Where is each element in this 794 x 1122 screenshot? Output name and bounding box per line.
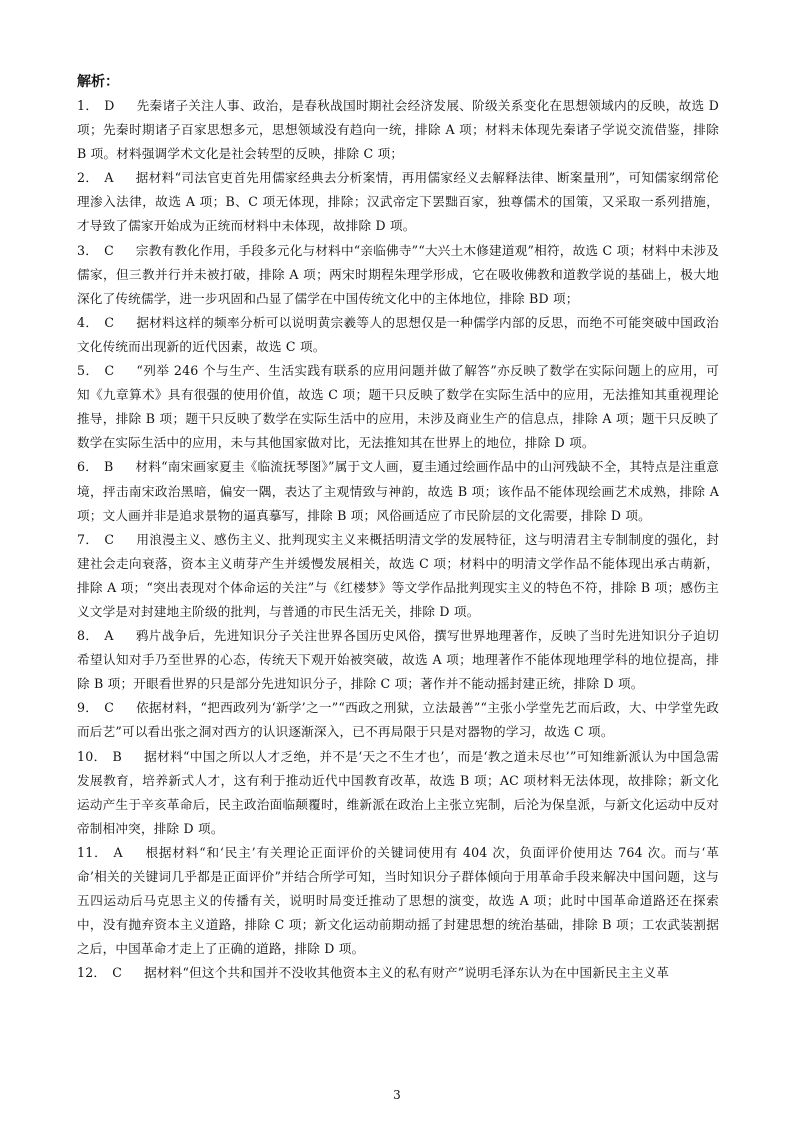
answer-item: [77, 696, 719, 744]
item-answer: C: [104, 700, 115, 716]
page-number: 3: [393, 1088, 401, 1102]
item-explanation: 材料“南宋画家夏圭《临流抚琴图》”属于文人画，夏圭通过绘画作品中的山河残缺不全，其特点是注重意境，抨击南宋政治黑暗，偏安一隅，表达了主观情致与神韵，故选 B 项；该作品不能体现绘画艺术成熟，排除 A 项；文人画并非是追求景物的逼真摹写，排除 B 项；风俗画适应了市民阶层的文化需要，排除 D 项。: [77, 459, 719, 523]
item-answer: C: [104, 363, 115, 379]
item-answer: B: [104, 459, 114, 475]
answer-item: [77, 961, 719, 985]
item-number: 3．: [77, 242, 99, 258]
answer-item: [77, 166, 719, 238]
answer-item: [77, 239, 719, 311]
item-answer: C: [104, 242, 114, 258]
answer-item: [77, 528, 719, 624]
item-number: 2．: [77, 170, 99, 186]
answer-item: [77, 841, 719, 961]
item-answer: C: [104, 314, 115, 330]
item-explanation: 鸦片战争后，先进知识分子关注世界各国历史风俗，撰写世界地理著作，反映了当时先进知识分子迫切希望认知对手乃至世界的心态，传统天下观开始被突破，故选 A 项；地理著作不能体现地理学科的地位提高，排除 B 项；开眼看世界的只是部分先进知识分子，排除 C 项；著作并不能动摇封建正统，排除 D 项。: [77, 628, 720, 692]
item-number: 6．: [77, 459, 99, 475]
item-explanation: 用浪漫主义、感伤主义、批判现实主义来概括明清文学的发展特征，这与明清君主专制制度的强化，封建社会走向衰落，资本主义萌芽产生并缓慢发展相关，故选 C 项；材料中的明清文学作品不能体现出承古萌新，排除 A 项；“突出表现对个体命运的关注”与《红楼梦》等文学作品批判现实主义的特色不符，排除 B 项；感伤主义文学是对封建地主阶级的批判，与普通的市民生活无关，排除 D 项。: [77, 531, 719, 619]
item-number: 12．: [77, 965, 107, 981]
item-explanation: 依据材料，“把西政列为‘新学’之一”“西政之刑狱，立法最善”“主张小学堂先艺而后政，大、中学堂先政而后艺”可以看出张之洞对西方的认识逐渐深入，已不再局限于只是对器物的学习，故选 C 项。: [77, 700, 719, 740]
item-answer: D: [104, 98, 115, 113]
item-number: 1．: [77, 98, 99, 113]
item-answer: A: [104, 628, 114, 644]
item-explanation: “列举 246 个与生产、生活实践有联系的应用问题并做了解答”亦反映了数学在实际问题上的应用，可知《九章算术》具有很强的使用价值，故选 C 项；题干只反映了数学在实际生活中的应用，无法推知其重视理论推导，排除 B 项；题干只反映了数学在实际生活中的应用，未涉及商业生产的信息点，排除 A 项；题干只反映了数学在实际生活中的应用，未与其他国家做对比，无法推知其在世界上的地位，排除 D 项。: [77, 363, 719, 451]
item-number: 11．: [77, 844, 108, 860]
item-answer: C: [104, 531, 115, 547]
item-explanation: 宗教有教化作用，手段多元化与材料中“亲临佛寺”“大兴土木修建道观”相符，故选 C 项；材料中未涉及儒家，但三教并行并未被打破，排除 A 项；两宋时期程朱理学形成，它在吸收佛教和道教学说的基础上，极大地深化了传统儒学，进一步巩固和凸显了儒学在中国传统文化中的主体地位，排除 BD 项；: [77, 242, 719, 306]
item-number: 9．: [77, 700, 99, 716]
item-answer: A: [113, 844, 123, 860]
item-number: 5．: [77, 363, 99, 379]
item-explanation: 据材料“司法官吏首先用儒家经典去分析案情，再用儒家经义去解释法律、断案量刑”，可知儒家纲常伦理渗入法律，故选 A 项；B、C 项无体现，排除；汉武帝定下罢黜百家，独尊儒术的国策，又采取一系列措施，才导致了儒家开始成为正统而材料中未体现，故排除 D 项。: [77, 170, 719, 234]
item-explanation: 据材料“中国之所以人才乏绝，并不是‘天之不生才也’，而是‘教之道未尽也’”可知维新派认为中国急需发展教育，培养新式人才，这有利于推动近代中国教育改革，故选 B 项；AC 项材料无法体现，故排除；新文化运动产生于辛亥革命后，民主政治面临颠覆时，维新派在政治上主张立宪制，后沦为保皇派，与新文化运动中反对帝制相冲突，排除 D 项。: [77, 748, 719, 836]
item-answer: B: [112, 748, 123, 764]
item-answer: A: [104, 170, 114, 186]
answer-list: [77, 94, 719, 985]
item-number: 7．: [77, 531, 99, 547]
answer-item: [77, 745, 719, 841]
item-explanation: 根据材料“和‘民主’有关理论正面评价的关键词使用有 404 次，负面评价使用达 764 次。而与‘革命’相关的关键词几乎都是正面评价”并结合所学可知，当时知识分子群体倾向于用革命手段来解决中国问题，这与五四运动后马克思主义的传播有关，说明时局变迁推动了思想的演变，故选 A 项；此时中国革命道路还在探索中，没有抛弃资本主义道路，排除 C 项；新文化运动前期动摇了封建思想的统治基础，排除 B 项；工农武装割据之后，中国革命才走上了正确的道路，排除 D 项。: [77, 844, 719, 957]
item-explanation: 先秦诸子关注人事、政治，是春秋战国时期社会经济发展、阶级关系变化在思想领域内的反映，故选 D 项；先秦时期诸子百家思想多元，思想领域没有趋向一统，排除 A 项；材料未体现先秦诸子学说交流借鉴，排除 B 项。材料强调学术文化是社会转型的反映，排除 C 项；: [77, 98, 719, 162]
item-number: 10．: [77, 748, 107, 764]
item-answer: C: [112, 965, 123, 981]
analysis-heading: 解析：: [77, 74, 119, 90]
answer-item: [77, 455, 719, 527]
item-number: 4．: [77, 314, 99, 330]
item-explanation: 据材料“但这个共和国并不没收其他资本主义的私有财产”说明毛泽东认为在中国新民主主义革: [144, 965, 670, 981]
answer-item: [77, 624, 719, 696]
answer-item: [77, 311, 719, 359]
answer-item: [77, 359, 719, 455]
answer-item: [77, 94, 719, 166]
item-explanation: 据材料这样的频率分析可以说明黄宗羲等人的思想仅是一种儒学内部的反思，而绝不可能突破中国政治文化传统而出现新的近代因素，故选 C 项。: [77, 314, 719, 354]
document-body: [77, 70, 719, 985]
item-number: 8．: [77, 628, 99, 644]
